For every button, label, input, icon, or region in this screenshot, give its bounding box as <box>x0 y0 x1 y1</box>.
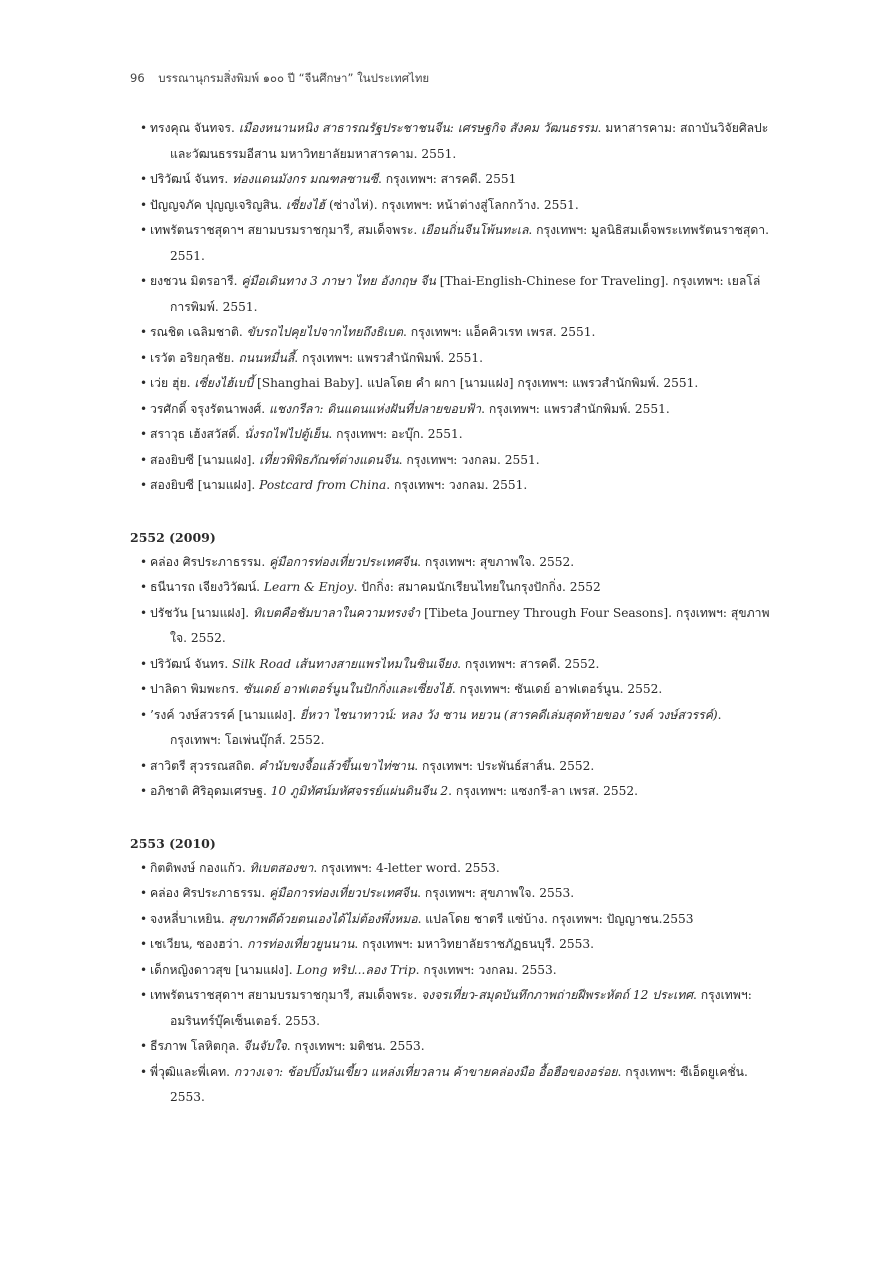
bullet-icon: • <box>140 962 148 977</box>
bibliography-entry <box>130 1034 770 1060</box>
entry-publication: . กรุงเทพฯ: มติชน. 2553. <box>286 1039 425 1053</box>
bullet-icon: • <box>140 401 148 416</box>
entry-publication: . มหาสารคาม: สถาบันวิจัยศิลปะและวัฒนธรรมอีสาน มหาวิทยาลัยมหาสารคาม. 2551. <box>170 121 769 161</box>
bibliography-entry <box>130 601 770 652</box>
entry-publication: (ซ่างไห่). กรุงเทพฯ: หน้าต่างสู่โลกกว้าง. 2551. <box>325 197 579 212</box>
bullet-icon: • <box>140 274 148 288</box>
bullet-icon: • <box>140 758 148 773</box>
bullet-icon: • <box>140 580 148 594</box>
bullet-icon: • <box>140 988 148 1002</box>
entry-list <box>130 550 770 805</box>
entry-title: จีนจับใจ <box>243 1039 287 1053</box>
bullet-icon: • <box>140 784 148 798</box>
entry-author: เด็กหญิงดาวสุข [นามแฝง]. <box>150 962 297 977</box>
bullet-icon: • <box>140 1064 148 1079</box>
entry-publication: . กรุงเทพฯ: สุขภาพใจ. 2553. <box>417 886 575 900</box>
bullet-icon: • <box>140 656 148 671</box>
entry-publication: . กรุงเทพฯ: แพรวสำนักพิมพ์. 2551. <box>481 401 670 416</box>
bibliography-entry <box>130 907 770 933</box>
entry-author: ปาลิดา พิมพะกร. <box>150 682 244 696</box>
bibliography-entry <box>130 167 770 193</box>
entry-author: ยงชวน มิตรอารี. <box>150 274 242 288</box>
entry-author: รณชิต เฉลิมชาติ. <box>150 325 247 339</box>
entry-publication: . กรุงเทพฯ: มูลนิธิสมเด็จพระเทพรัตนราชสุดา. 2551. <box>170 223 769 263</box>
entry-title: Learn & Enjoy <box>263 580 354 594</box>
entry-author: เทพรัตนราชสุดาฯ สยามบรมราชกุมารี, สมเด็จพระ. <box>150 988 422 1002</box>
entry-title: Postcard from China <box>259 478 387 492</box>
entry-title: Long ทริป...ลอง Trip <box>296 962 416 977</box>
entry-author: ’รงค์ วงษ์สวรรค์ [นามแฝง]. <box>150 707 301 722</box>
entry-publication: . กรุงเทพฯ: แซงกรี-ลา เพรส. 2552. <box>448 784 638 798</box>
entry-author: เชเวียน, ซองฮว่า. <box>150 937 248 951</box>
bullet-icon: • <box>140 707 148 722</box>
entry-author: ธนีนารถ เจียงวิวัฒน์. <box>150 580 264 594</box>
bibliography-entry <box>130 1060 770 1111</box>
entry-author: คล่อง ศิรประภาธรรม. <box>150 886 270 900</box>
entry-author: วรศักดิ์ จรุงรัตนาพงศ์. <box>150 401 270 416</box>
entry-title: ยี่หวา ไชนาทาวน์: หลง วัง ซาน หยวน (สารคดีเล่มสุดท้ายของ ’รงค์ วงษ์สวรรค์) <box>300 707 718 722</box>
entry-title: ขับรถไปคุยไปจากไทยถึงธิเบต <box>246 325 403 339</box>
entry-publication: . กรุงเทพฯ: สุขภาพใจ. 2552. <box>417 554 575 569</box>
entry-title: คู่มือการท่องเที่ยวประเทศจีน <box>269 554 418 569</box>
bullet-icon: • <box>140 860 148 875</box>
bibliography-entry <box>130 856 770 882</box>
entry-publication: . แปลโดย ชาตรี แซ่บ้าง. กรุงเทพฯ: ปัญญาชน.2553 <box>417 911 694 926</box>
entry-publication: . กรุงเทพฯ: โอเพ่นบุ๊กส์. 2552. <box>170 707 722 747</box>
bibliography-entry <box>130 932 770 958</box>
entry-publication: . กรุงเทพฯ: สารคดี. 2552. <box>457 656 600 671</box>
entry-author: ปริวัฒน์ จันทร. <box>150 172 233 186</box>
entry-publication: . กรุงเทพฯ: แพรวสำนักพิมพ์. 2551. <box>294 350 483 365</box>
entry-list <box>130 116 770 499</box>
bibliography-entry <box>130 448 770 474</box>
entry-publication: . กรุงเทพฯ: อมรินทร์บุ๊คเซ็นเตอร์. 2553. <box>170 988 752 1028</box>
entry-publication: . กรุงเทพฯ: สารคดี. 2551 <box>378 172 517 186</box>
bibliography-entry <box>130 397 770 423</box>
bullet-icon: • <box>140 376 148 390</box>
entry-title: เที่ยวพิพิธภัณฑ์ต่างแดนจีน <box>259 452 399 467</box>
entry-author: กิตติพงษ์ กองแก้ว. <box>150 860 250 875</box>
entry-title: เซี่ยงไฮ้เบบี้ <box>194 376 254 390</box>
entry-author: ปริวัฒน์ จันทร. <box>150 656 233 671</box>
entry-author: ทรงคุณ จันทจร. <box>150 121 239 135</box>
entry-publication: . กรุงเทพฯ: วงกลม. 2551. <box>398 452 540 467</box>
bullet-icon: • <box>140 682 148 696</box>
entry-author: พี่วุฒิและพี่เคท. <box>150 1064 234 1079</box>
entry-publication: . กรุงเทพฯ: อะบุ๊ก. 2551. <box>328 427 463 441</box>
entry-publication: . กรุงเทพฯ: ซีเอ็ดยูเคชั่น. 2553. <box>170 1064 748 1104</box>
bibliography-entry <box>130 754 770 780</box>
entry-publication: . กรุงเทพฯ: วงกลม. 2551. <box>386 478 528 492</box>
entry-author: ปัญญจภัค ปุญญเจริญสิน. <box>150 197 286 212</box>
entry-list <box>130 856 770 1111</box>
bullet-icon: • <box>140 223 148 237</box>
entry-author: สองยิบซี [นามแฝง]. <box>150 478 260 492</box>
entry-author: อภิชาติ ศิริอุดมเศรษฐ. <box>150 784 271 798</box>
bullet-icon: • <box>140 937 148 951</box>
entry-title: เซี่ยงไฮ้ <box>285 197 326 212</box>
entry-publication: . กรุงเทพฯ: แอ็คคิวเรท เพรส. 2551. <box>402 325 596 339</box>
bullet-icon: • <box>140 886 148 900</box>
bullet-icon: • <box>140 605 148 620</box>
bullet-icon: • <box>140 197 148 212</box>
entry-author: จงหลี่บาเหยิน. <box>150 911 229 926</box>
entry-publication: . กรุงเทพฯ: มหาวิทยาลัยราชภัฏธนบุรี. 2553. <box>354 937 594 951</box>
entry-publication: . กรุงเทพฯ: ประพันธ์สาส์น. 2552. <box>414 758 595 773</box>
entry-title: ถนนหมื่นลี้ <box>238 350 295 365</box>
entry-publication: [Tibeta Journey Through Four Seasons]. กรุงเทพฯ: สุขภาพใจ. 2552. <box>170 605 770 645</box>
entry-author: เรวัต อริยกุลชัย. <box>150 350 239 365</box>
bullet-icon: • <box>140 554 148 569</box>
entry-title: จงจรเที่ยว-สมุดบันทึกภาพถ่ายฝีพระหัตถ์ 12 ประเทศ <box>421 988 693 1002</box>
entry-title: ทิเบตสองขา <box>249 860 314 875</box>
entry-author: สาวิตรี สุวรรณสถิต. <box>150 758 259 773</box>
entry-title: เยือนถิ่นจีนโพ้นทะเล <box>421 223 529 237</box>
bibliography-entry <box>130 218 770 269</box>
bibliography-entry <box>130 320 770 346</box>
bibliography-entry <box>130 677 770 703</box>
bibliography-entry <box>130 371 770 397</box>
page-header <box>130 70 830 88</box>
bullet-icon: • <box>140 350 148 365</box>
bibliography-entry <box>130 779 770 805</box>
running-title: บรรณานุกรมสิ่งพิมพ์ ๑๐๐ ปี “จีนศึกษา” ในประเทศไทย <box>158 71 430 85</box>
entry-author: เว่ย ฮุ่ย. <box>150 376 195 390</box>
bibliography-entry <box>130 116 770 167</box>
bibliography-entry <box>130 550 770 576</box>
bibliography-entry <box>130 269 770 320</box>
bibliography-entry <box>130 881 770 907</box>
bullet-icon: • <box>140 452 148 467</box>
bullet-icon: • <box>140 427 148 441</box>
bullet-icon: • <box>140 478 148 492</box>
entry-author: สราวุธ เฮ้งสวัสดิ์. <box>150 427 244 441</box>
entry-title: คำนับขงจื้อแล้วขึ้นเขาไท่ซาน <box>258 758 415 773</box>
entry-title: กวางเจา: ช้อปปิ้งมันเขี้ยว แหล่งเที่ยวลาน ค้าขายคล่องมือ อื้อฮือของอร่อย <box>233 1064 618 1079</box>
bibliography-entry <box>130 346 770 372</box>
entry-title: ท่องแดนมังกร มณฑลซานซี <box>232 172 378 186</box>
bibliography-body <box>130 116 770 1111</box>
entry-title: คู่มือการท่องเที่ยวประเทศจีน <box>269 886 418 900</box>
entry-title: แชงกรีลา: ดินแดนแห่งฝันที่ปลายขอบฟ้า <box>269 401 482 416</box>
entry-title: การท่องเที่ยวยูนนาน <box>247 937 355 951</box>
bullet-icon: • <box>140 325 148 339</box>
entry-title: นั่งรถไฟไปตู้เย็น <box>243 427 329 441</box>
bibliography-entry <box>130 473 770 499</box>
year-heading: 2552 (2009) <box>130 529 216 545</box>
entry-publication: . ปักกิ่ง: สมาคมนักเรียนไทยในกรุงปักกิ่ง. 2552 <box>353 580 601 594</box>
entry-publication: [Shanghai Baby]. แปลโดย คำ ผกา [นามแฝง] กรุงเทพฯ: แพรวสำนักพิมพ์. 2551. <box>253 376 699 390</box>
entry-title: สุขภาพดีด้วยตนเองได้ไม่ต้องพึ่งหมอ <box>228 911 418 926</box>
page-number: 96 <box>130 71 145 85</box>
bibliography-entry <box>130 652 770 678</box>
entry-author: ธีรภาพ โลหิตกุล. <box>150 1039 244 1053</box>
entry-publication: . กรุงเทพฯ: วงกลม. 2553. <box>415 962 557 977</box>
entry-author: สองยิบซี [นามแฝง]. <box>150 452 260 467</box>
entry-title: Silk Road เส้นทางสายแพรไหมในซินเจียง <box>232 656 458 671</box>
entry-title: ซันเดย์ อาฟเตอร์นูนในปักกิ่งและเซี่ยงไฮ้ <box>243 682 452 696</box>
bibliography-entry <box>130 703 770 754</box>
bullet-icon: • <box>140 172 148 186</box>
bibliography-entry <box>130 422 770 448</box>
entry-author: ปรัชวัน [นามแฝง]. <box>150 605 254 620</box>
bullet-icon: • <box>140 121 148 135</box>
entry-title: คู่มือเดินทาง 3 ภาษา ไทย อังกฤษ จีน <box>241 274 436 288</box>
entry-author: คล่อง ศิรประภาธรรม. <box>150 554 270 569</box>
entry-title: 10 ภูมิทัศน์มหัศจรรย์แผ่นดินจีน 2 <box>270 784 449 798</box>
bullet-icon: • <box>140 1039 148 1053</box>
bibliography-entry <box>130 983 770 1034</box>
entry-publication: . กรุงเทพฯ: ซันเดย์ อาฟเตอร์นูน. 2552. <box>451 682 663 696</box>
bibliography-entry <box>130 958 770 984</box>
entry-title: เมืองหนานหนิง สาธารณรัฐประชาชนจีน: เศรษฐกิจ สังคม วัฒนธรรม <box>238 121 598 135</box>
bullet-icon: • <box>140 911 148 926</box>
entry-publication: [Thai-English-Chinese for Traveling]. กรุงเทพฯ: เยลโล่การพิมพ์. 2551. <box>170 274 761 314</box>
year-heading: 2553 (2010) <box>130 835 216 851</box>
bibliography-entry <box>130 193 770 219</box>
entry-publication: . กรุงเทพฯ: 4-letter word. 2553. <box>313 860 500 875</box>
bibliography-entry <box>130 575 770 601</box>
entry-author: เทพรัตนราชสุดาฯ สยามบรมราชกุมารี, สมเด็จพระ. <box>150 223 422 237</box>
entry-title: ทิเบตคือชัมบาลาในความทรงจำ <box>253 605 421 620</box>
